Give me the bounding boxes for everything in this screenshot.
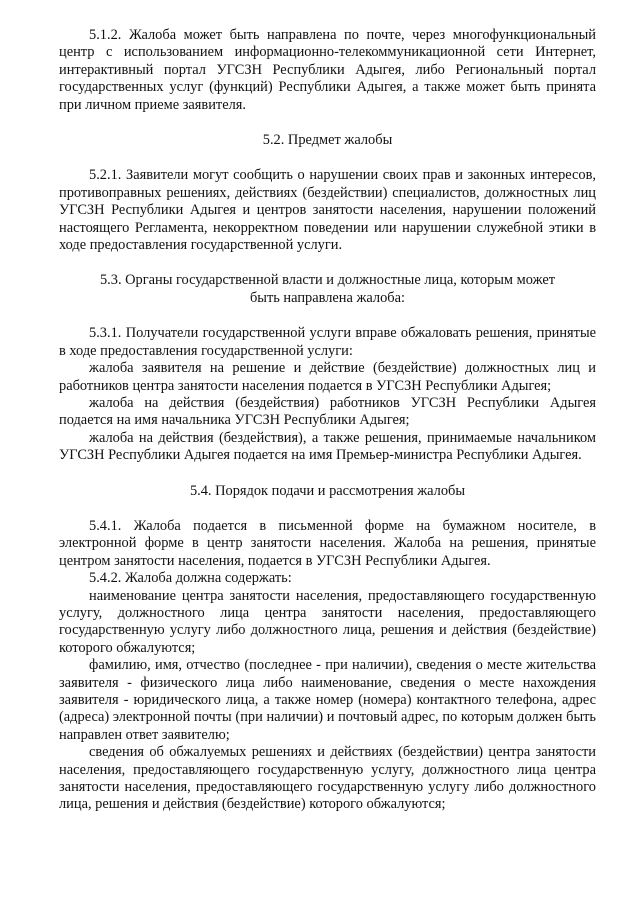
paragraph-5-1-2: 5.1.2. Жалоба может быть направлена по почте, через многофункциональный центр с использованием информационно-телекоммуникационной сети Интернет, интерактивный портал УГСЗН Республики Адыгея, либо Региональный портал государственных услуг (функций) Республики Адыгея, а также может быть принята при личном приеме заявителя. (59, 27, 596, 113)
paragraph-5-3-1: 5.3.1. Получатели государственной услуги вправе обжаловать решения, принятые в ходе предоставления государственной услуги: (59, 325, 596, 359)
paragraph-5-4-2-item-c: сведения об обжалуемых решениях и действиях (бездействии) центра занятости населения, предоставляющего государственную услугу, должностного лица центра занятости населения, предоставляющего государственную услугу либо должностного лица, решения и действия (бездействие) которого обжалуются; (59, 744, 596, 813)
heading-5-4: 5.4. Порядок подачи и рассмотрения жалобы (189, 482, 466, 499)
paragraph-5-3-1-item-c: жалоба на действия (бездействия), а также решения, принимаемые начальником УГСЗН Республики Адыгея подается на имя Премьер-министра Республики Адыгея. (59, 429, 596, 464)
heading-5-2: 5.2. Предмет жалобы (262, 132, 393, 149)
paragraph-5-4-2: 5.4.2. Жалоба должна содержать: (89, 570, 292, 587)
heading-5-3-line1: 5.3. Органы государственной власти и должностные лица, которым может (99, 272, 556, 289)
paragraph-5-3-1-item-a: жалоба заявителя на решение и действие (бездействие) должностных лиц и работников центра занятости населения подается в УГСЗН Республики Адыгея; (59, 360, 596, 394)
heading-5-3-line2: быть направлена жалоба: (249, 289, 406, 306)
paragraph-5-4-2-item-b: фамилию, имя, отчество (последнее - при наличии), сведения о месте жительства заявителя - физического лица либо наименование, сведения о месте нахождения заявителя - юридического лица, а также номер (номера) контактного телефона, адрес (адреса) электронной почты (при наличии) и почтовый адрес, по которым должен быть направлен ответ заявителю; (59, 657, 596, 743)
paragraph-5-2-1: 5.2.1. Заявители могут сообщить о нарушении своих прав и законных интересов, противоправных решениях, действиях (бездействии) специалистов, должностных лиц УГСЗН Республики Адыгея и центров занятости населения, нарушении положений настоящего Регламента, некорректном поведении или нарушении служебной этики в ходе предоставления государственной услуги. (59, 167, 596, 254)
paragraph-5-4-2-item-a: наименование центра занятости населения, предоставляющего государственную услугу, должностного лица центра занятости населения, предоставляющего государственную услугу либо должностного лица, решения и действия (бездействие) которого обжалуются; (59, 587, 596, 656)
paragraph-5-4-1: 5.4.1. Жалоба подается в письменной форме на бумажном носителе, в электронной форме в центр занятости населения. Жалоба на решения, принятые центром занятости населения, подается в УГСЗН Республики Адыгея. (59, 517, 596, 569)
paragraph-5-3-1-item-b: жалоба на действия (бездействия) работников УГСЗН Республики Адыгея подается на имя начальника УГСЗН Республики Адыгея; (59, 394, 596, 429)
